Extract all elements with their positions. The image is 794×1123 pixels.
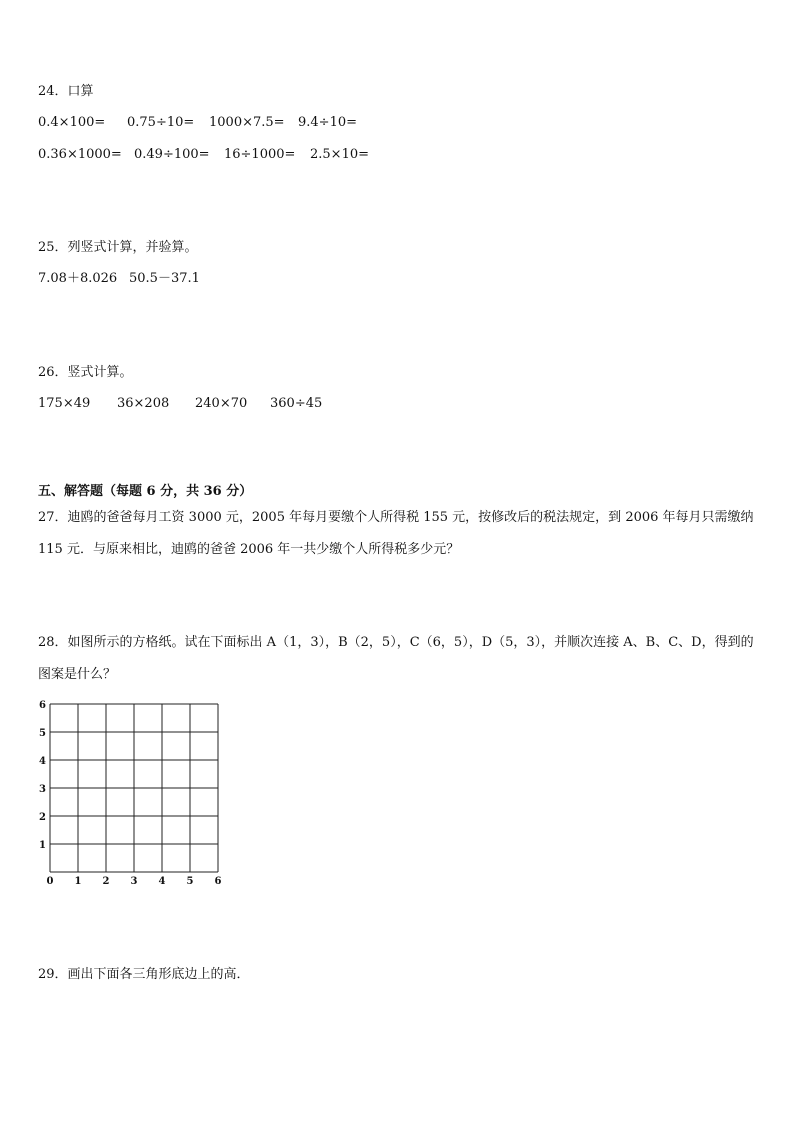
q24-expr-1: 0.4×100=: [38, 115, 106, 130]
coordinate-grid[interactable]: [36, 700, 236, 890]
q27-text: 27．迪鸥的爸爸每月工资 3000 元，2005 年每月要缴个人所得税 155 元，按修改后的税法规定，到 2006 年每月只需缴纳 115 元．与原来相比，迪鸥的爸爸 2006 年一共少缴个人所得税多少元？: [38, 510, 754, 557]
q24-expr-3: 1000×7.5=: [209, 115, 285, 130]
x-tick-label: 1: [74, 876, 82, 887]
x-tick-label: 6: [214, 876, 222, 887]
q24-expr-6: 0.49÷100=: [134, 147, 210, 162]
q25-item-2: 50.5－37.1: [129, 271, 200, 286]
q26-item-4: 360÷45: [270, 396, 323, 411]
y-tick-label: 5: [39, 728, 46, 739]
q24-expr-7: 16÷1000=: [224, 147, 296, 162]
y-tick-label: 1: [39, 840, 46, 851]
y-tick-label: 4: [39, 756, 46, 767]
q28-text: 28．如图所示的方格纸。试在下面标出 A（1，3），B（2，5），C（6，5），D（5，3），并顺次连接 A、B、C、D，得到的图案是什么？: [38, 635, 754, 682]
x-tick-label: 5: [186, 876, 194, 887]
grid-svg: [36, 700, 236, 890]
y-tick-label: 6: [39, 700, 46, 711]
x-tick-label: 4: [158, 876, 166, 887]
q26-title: 26．竖式计算。: [38, 365, 133, 380]
x-tick-label: 3: [130, 876, 138, 887]
y-tick-label: 2: [39, 812, 46, 823]
q25-title: 25．列竖式计算，并验算。: [38, 240, 198, 255]
x-tick-label: 0: [46, 876, 54, 887]
y-tick-label: 3: [39, 784, 46, 795]
q26-item-3: 240×70: [195, 396, 248, 411]
q24-expr-2: 0.75÷10=: [127, 115, 195, 130]
q24-expr-4: 9.4÷10=: [298, 115, 358, 130]
q26-item-1: 175×49: [38, 396, 91, 411]
x-tick-label: 2: [102, 876, 110, 887]
q25-item-1: 7.08＋8.026: [38, 271, 118, 286]
section-heading: 五、解答题（每题 6 分，共 36 分）: [38, 484, 253, 499]
q29-text: 29．画出下面各三角形底边上的高．: [38, 967, 250, 982]
q24-expr-8: 2.5×10=: [310, 147, 370, 162]
q24-title: 24．口算: [38, 84, 94, 99]
q26-item-2: 36×208: [117, 396, 170, 411]
q24-expr-5: 0.36×1000=: [38, 147, 122, 162]
